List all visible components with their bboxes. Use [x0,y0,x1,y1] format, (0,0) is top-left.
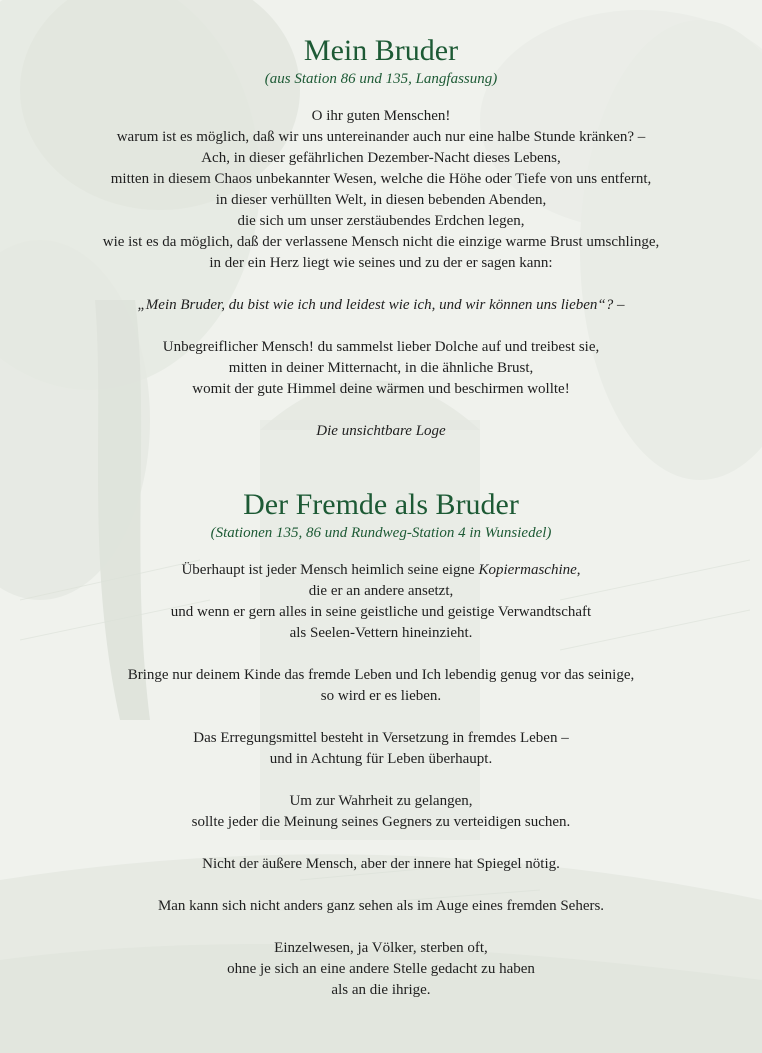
verse-line: in der ein Herz liegt wie seines und zu der er sagen kann: [209,255,553,271]
verse-line [0,560,762,581]
verse-line: die er an andere ansetzt, [308,583,454,599]
section-subtitle: (Stationen 135, 86 und Rundweg-Station 4 in Wunsiedel) [210,525,552,541]
stanza [0,106,762,274]
section-title: Der Fremde als Bruder [243,488,519,521]
verse-line: Unbegreiflicher Mensch! du sammelst lieber Dolche auf und treibest sie, [162,339,600,355]
verse-line: Man kann sich nicht anders ganz sehen als im Auge eines fremden Sehers. [157,898,605,914]
verse-line: womit der gute Himmel deine wärmen und beschirmen wollte! [192,381,570,397]
verse-line: sollte jeder die Meinung seines Gegners zu verteidigen suchen. [191,814,571,830]
verse-line: als an die ihrige. [331,982,431,998]
verse-line: in dieser verhüllten Welt, in diesen bebenden Abenden, [215,192,547,208]
stanza [0,791,762,833]
stanza [0,560,762,644]
verse-line: Das Erregungsmittel besteht in Versetzung in fremdes Leben – [193,730,569,746]
section-mein-bruder [0,32,762,442]
verse-line: und in Achtung für Leben überhaupt. [269,751,493,767]
stanza [0,665,762,707]
stanza [0,728,762,770]
verse-line: mitten in deiner Mitternacht, in die ähnliche Brust, [228,360,534,376]
verse-line: Einzelwesen, ja Völker, sterben oft, [274,940,488,956]
verse-line: und wenn er gern alles in seine geistliche und geistige Verwandtschaft [170,604,592,620]
verse-line: mitten in diesem Chaos unbekannter Wesen, welche die Höhe oder Tiefe von uns entfernt, [110,171,652,187]
verse-line: Bringe nur deinem Kinde das fremde Leben und Ich lebendig genug vor das seinige, [127,667,635,683]
stanza [0,938,762,1001]
section-der-fremde-als-bruder [0,486,762,1001]
verse-line: so wird er es lieben. [320,688,442,704]
source-citation: Die unsichtbare Loge [316,423,446,439]
verse-line: die sich um unser zerstäubendes Erdchen legen, [237,213,525,229]
emphasis-word: Kopiermaschine [478,562,577,578]
verse-line: als Seelen-Vettern hineinzieht. [289,625,473,641]
stanza [0,854,762,875]
verse-text: , [576,562,581,578]
section-title: Mein Bruder [303,34,459,67]
verse-text: Überhaupt ist jeder Mensch heimlich seine eigne [181,562,479,578]
verse-line: Nicht der äußere Mensch, aber der innere hat Spiegel nötig. [202,856,560,872]
verse-line: warum ist es möglich, daß wir uns untereinander auch nur eine halbe Stunde kränken? – [116,129,646,145]
quote-line: „Mein Bruder, du bist wie ich und leidest wie ich, und wir können uns lieben“? – [137,297,625,313]
verse-line: Um zur Wahrheit zu gelangen, [289,793,473,809]
verse-line: ohne je sich an eine andere Stelle gedacht zu haben [227,961,535,977]
stanza [0,896,762,917]
section-subtitle: (aus Station 86 und 135, Langfassung) [264,71,498,87]
verse-line: wie ist es da möglich, daß der verlassene Mensch nicht die einzige warme Brust umschlinge, [102,234,660,250]
stanza [0,337,762,400]
verse-line: O ihr guten Menschen! [311,108,451,124]
verse-line: Ach, in dieser gefährlichen Dezember-Nacht dieses Lebens, [201,150,561,166]
